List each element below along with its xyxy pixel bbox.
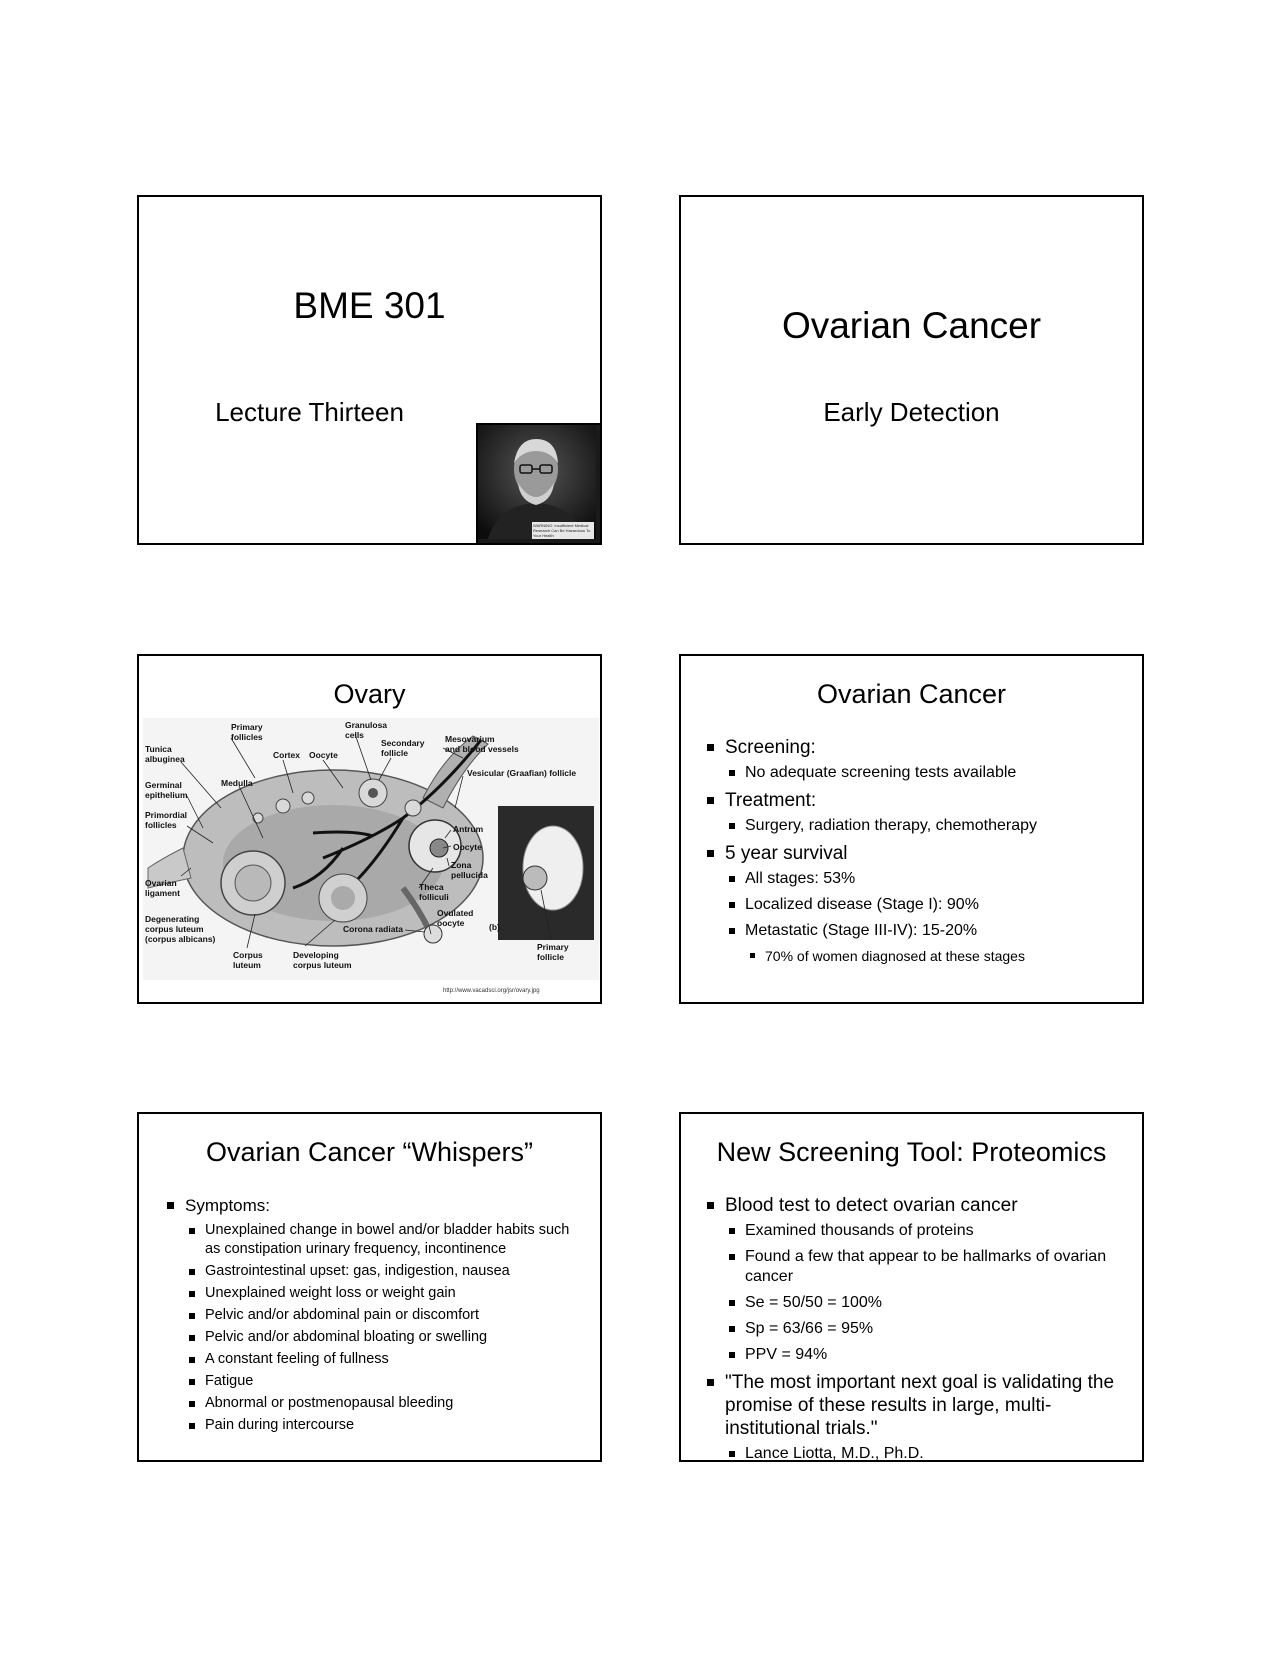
follicle (302, 792, 314, 804)
follicle (253, 813, 263, 823)
slide-proteomics (679, 1112, 1144, 1462)
micrograph-oocyte (523, 866, 547, 890)
label-developing: Developing (293, 950, 339, 960)
slide-subtitle: Lecture Thirteen (215, 397, 404, 427)
follicle (276, 799, 290, 813)
label-vesicular: Vesicular (Graafian) follicle (467, 768, 577, 778)
label-ovarian: Ovarian (145, 878, 177, 888)
label-luteum: luteum (233, 960, 261, 970)
bullet-survival-metastatic: Metastatic (Stage III-IV): 15-20% (707, 921, 1132, 941)
oocyte-dot (368, 788, 378, 798)
bullet-blood-test: Blood test to detect ovarian cancer (707, 1194, 1122, 1217)
slide-bme-301 (137, 195, 602, 545)
slide-ovarian-cancer-facts (679, 654, 1144, 1004)
slide-title: New Screening Tool: Proteomics (716, 1137, 1107, 1167)
label-corpus-albicans: (corpus albicans) (145, 934, 216, 944)
bullet-treatment-detail: Surgery, radiation therapy, chemotherapy (707, 816, 1132, 836)
bullet-screening: Screening: (707, 736, 1132, 759)
label-medulla: Medulla (221, 778, 253, 788)
label-secondary: Secondary (381, 738, 425, 748)
slide-title: Ovary (333, 679, 406, 709)
corpus-luteum-core (235, 865, 271, 901)
label-blood-vessels: and blood vessels (445, 744, 519, 754)
bullet-survival-metastatic-note: 70% of women diagnosed at these stages (707, 947, 1132, 965)
label-corpus-luteum-2: corpus luteum (293, 960, 352, 970)
label-degenerating: Degenerating (145, 914, 200, 924)
slide-ovarian-cancer-title (679, 195, 1144, 545)
bullet-list (707, 1194, 1122, 1462)
symptom-item: Unexplained weight loss or weight gain (167, 1284, 580, 1303)
label-b: (b) (489, 922, 500, 932)
label-primary: Primary (231, 722, 263, 732)
label-pellucida: pellucida (451, 870, 488, 880)
portrait-photo (476, 423, 602, 545)
quote-author: Lance Liotta, M.D., Ph.D. (707, 1444, 1122, 1462)
label-tunica: Tunica (145, 744, 172, 754)
label-folliculi: folliculi (419, 892, 449, 902)
slide-title: BME 301 (293, 285, 446, 326)
photo-caption: WARNING: Insufficient Medical Research Can Be Hazardous To Your Health (532, 522, 594, 539)
symptom-item: Pelvic and/or abdominal pain or discomfort (167, 1306, 580, 1325)
symptom-item: Pain during intercourse (167, 1416, 580, 1435)
label-ovulated-oocyte: oocyte (437, 918, 465, 928)
antrum-oocyte (430, 839, 448, 857)
slide-title: Ovarian Cancer “Whispers” (205, 1137, 534, 1167)
bullet-quote: "The most important next goal is validating the promise of these results in large, multi-institutional trials." (707, 1371, 1122, 1440)
blood-test-item: Sp = 63/66 = 95% (707, 1319, 1122, 1339)
label-granulosa: Granulosa (345, 720, 388, 730)
label-cortex: Cortex (273, 750, 300, 760)
symptom-item: A constant feeling of fullness (167, 1350, 580, 1369)
bullet-symptoms: Symptoms: (167, 1194, 580, 1217)
bullet-list (707, 736, 1132, 968)
label-oocyte-2: Oocyte (453, 842, 482, 852)
label-corpus: Corpus (233, 950, 263, 960)
label-primary-2: Primary (537, 942, 569, 952)
ovary-diagram (143, 718, 599, 980)
label-secondary-follicle: follicle (381, 748, 408, 758)
bullet-survival-all: All stages: 53% (707, 869, 1132, 889)
symptom-item: Fatigue (167, 1372, 580, 1391)
label-oocyte: Oocyte (309, 750, 338, 760)
figure-source-url: http://www.vacadsci.org/jsr/ovary.jpg (443, 988, 540, 994)
blood-test-item: PPV = 94% (707, 1345, 1122, 1365)
label-corona: Corona radiata (343, 924, 403, 934)
label-antrum: Antrum (453, 824, 484, 834)
label-mesovarium: Mesovarium (445, 734, 495, 744)
slide-title: Ovarian Cancer (781, 305, 1042, 346)
label-germinal: Germinal (145, 780, 182, 790)
symptom-item: Pelvic and/or abdominal bloating or swelling (167, 1328, 580, 1347)
bullet-survival-localized: Localized disease (Stage I): 90% (707, 895, 1132, 915)
slide-whispers (137, 1112, 602, 1462)
symptom-item: Unexplained change in bowel and/or bladder habits such as constipation urinary frequency, incontinence (167, 1221, 580, 1259)
label-corpus-luteum-1: corpus luteum (145, 924, 204, 934)
bullet-survival: 5 year survival (707, 842, 1132, 865)
symptom-item: Gastrointestinal upset: gas, indigestion, nausea (167, 1262, 580, 1281)
label-cells: cells (345, 730, 364, 740)
label-follicles: follicles (145, 820, 177, 830)
label-theca: Theca (419, 882, 444, 892)
developing-core (331, 886, 355, 910)
follicle (405, 800, 421, 816)
label-primordial: Primordial (145, 810, 188, 820)
blood-test-item: Examined thousands of proteins (707, 1221, 1122, 1241)
label-zona: Zona (451, 860, 472, 870)
slide-subtitle: Early Detection (823, 397, 1000, 427)
label-epithelium: epithelium (145, 790, 188, 800)
label-follicle-2: follicle (537, 952, 564, 962)
blood-test-item: Se = 50/50 = 100% (707, 1293, 1122, 1313)
bullet-screening-detail: No adequate screening tests available (707, 763, 1132, 783)
blood-test-item: Found a few that appear to be hallmarks of ovarian cancer (707, 1247, 1122, 1287)
label-albuginea: albuginea (145, 754, 185, 764)
bullet-list (167, 1194, 580, 1438)
symptom-item: Abnormal or postmenopausal bleeding (167, 1394, 580, 1413)
slide-ovary (137, 654, 602, 1004)
label-ligament: ligament (145, 888, 180, 898)
bullet-treatment: Treatment: (707, 789, 1132, 812)
slide-title: Ovarian Cancer (816, 679, 1007, 709)
label-ovulated: Ovulated (437, 908, 474, 918)
label-primary-follicles: follicles (231, 732, 263, 742)
